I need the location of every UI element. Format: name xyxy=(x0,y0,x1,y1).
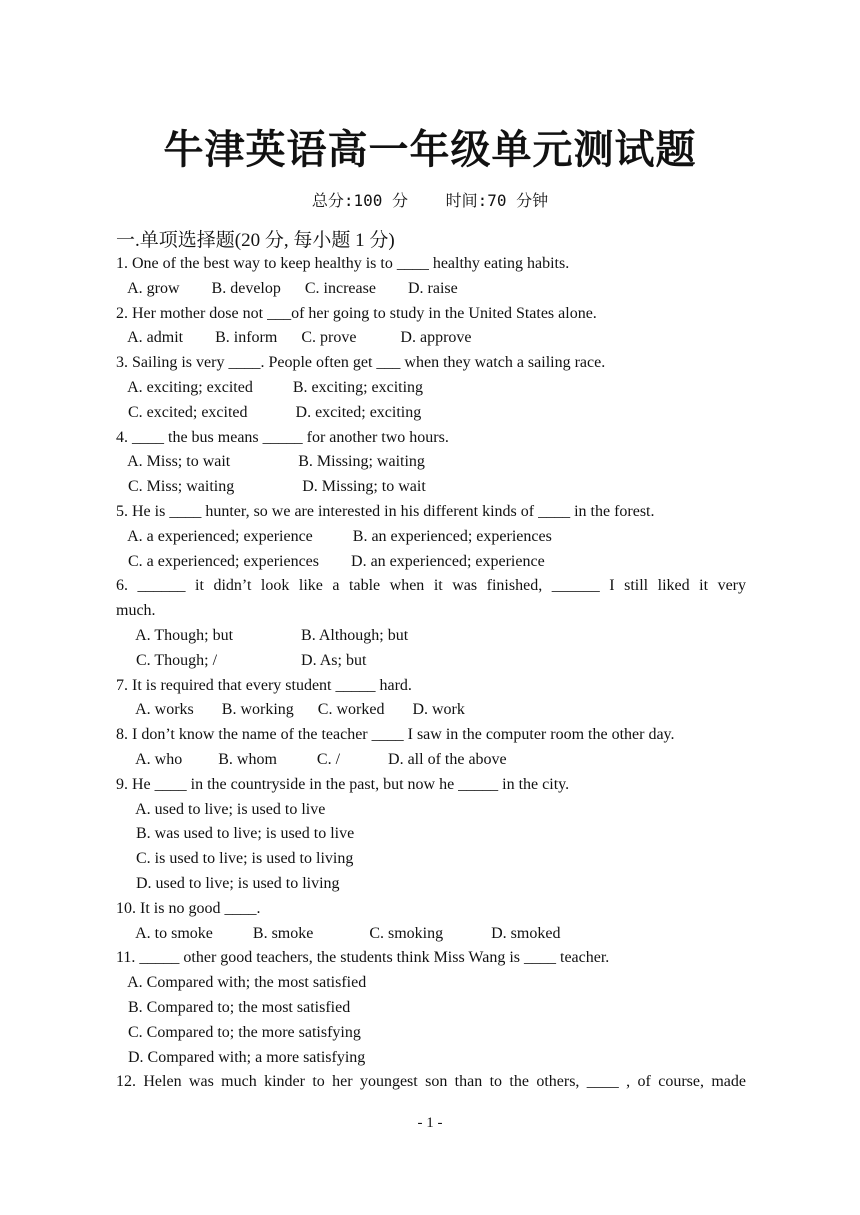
question-text: 8. I don’t know the name of the teacher ____ I saw in the computer room the other day. xyxy=(116,726,675,744)
answer-options: A. Compared with; the most satisfied xyxy=(116,974,367,992)
question-text: 4. ____ the bus means _____ for another two hours. xyxy=(116,428,449,446)
question-text: 7. It is required that every student _____ hard. xyxy=(116,676,412,694)
answer-options: C. is used to live; is used to living xyxy=(116,850,354,868)
answer-options: A. to smoke B. smoke C. smoking D. smoked xyxy=(116,924,561,942)
time-limit: 时间:70 分钟 xyxy=(445,191,549,210)
answer-options: C. a experienced; experiences D. an experienced; experience xyxy=(116,552,545,570)
answer-options: A. who B. whom C. / D. all of the above xyxy=(116,750,507,768)
answer-options: A. Though; but B. Although; but xyxy=(116,626,409,644)
total-score: 总分:100 分 xyxy=(311,191,408,210)
question-text: much. xyxy=(116,602,156,620)
page-number: - 1 - xyxy=(417,1115,443,1131)
page-title: 牛津英语高一年级单元测试题 xyxy=(163,127,697,173)
answer-options: D. used to live; is used to living xyxy=(116,874,340,892)
answer-options: C. Compared to; the more satisfying xyxy=(116,1023,361,1041)
question-text: 9. He ____ in the countryside in the past, but now he _____ in the city. xyxy=(116,775,570,793)
question-text: 5. He is ____ hunter, so we are interested in his different kinds of ____ in the forest. xyxy=(116,502,655,520)
answer-options: B. was used to live; is used to live xyxy=(116,825,355,843)
question-text: 2. Her mother dose not ___of her going to study in the United States alone. xyxy=(116,304,597,322)
question-text: 6. ______ it didn’t look like a table when it was finished, ______ I still liked it very xyxy=(116,577,746,595)
answer-options: C. excited; excited D. excited; exciting xyxy=(116,403,422,421)
exam-meta xyxy=(0,188,860,211)
section-heading: 一.单项选择题(20 分, 每小题 1 分) xyxy=(116,230,395,251)
answer-options: C. Miss; waiting D. Missing; to wait xyxy=(116,478,426,496)
answer-options: A. Miss; to wait B. Missing; waiting xyxy=(116,453,425,471)
answer-options: D. Compared with; a more satisfying xyxy=(116,1048,366,1066)
question-text: 3. Sailing is very ____. People often get ___ when they watch a sailing race. xyxy=(116,354,606,372)
answer-options: A. works B. working C. worked D. work xyxy=(116,701,465,719)
answer-options: B. Compared to; the most satisfied xyxy=(116,998,351,1016)
answer-options: A. admit B. inform C. prove D. approve xyxy=(116,329,472,347)
answer-options: A. a experienced; experience B. an experienced; experiences xyxy=(116,527,552,545)
answer-options: A. grow B. develop C. increase D. raise xyxy=(116,279,458,297)
question-list xyxy=(116,252,746,1095)
question-text: 1. One of the best way to keep healthy is to ____ healthy eating habits. xyxy=(116,255,570,272)
question-text: 10. It is no good ____. xyxy=(116,899,261,917)
answer-options: C. Though; / D. As; but xyxy=(116,651,367,669)
answer-options: A. exciting; excited B. exciting; exciting xyxy=(116,378,424,396)
question-text: 12. Helen was much kinder to her youngest son than to the others, ____ , of course, made xyxy=(116,1073,746,1091)
question-text: 11. _____ other good teachers, the students think Miss Wang is ____ teacher. xyxy=(116,949,610,967)
answer-options: A. used to live; is used to live xyxy=(116,800,326,818)
